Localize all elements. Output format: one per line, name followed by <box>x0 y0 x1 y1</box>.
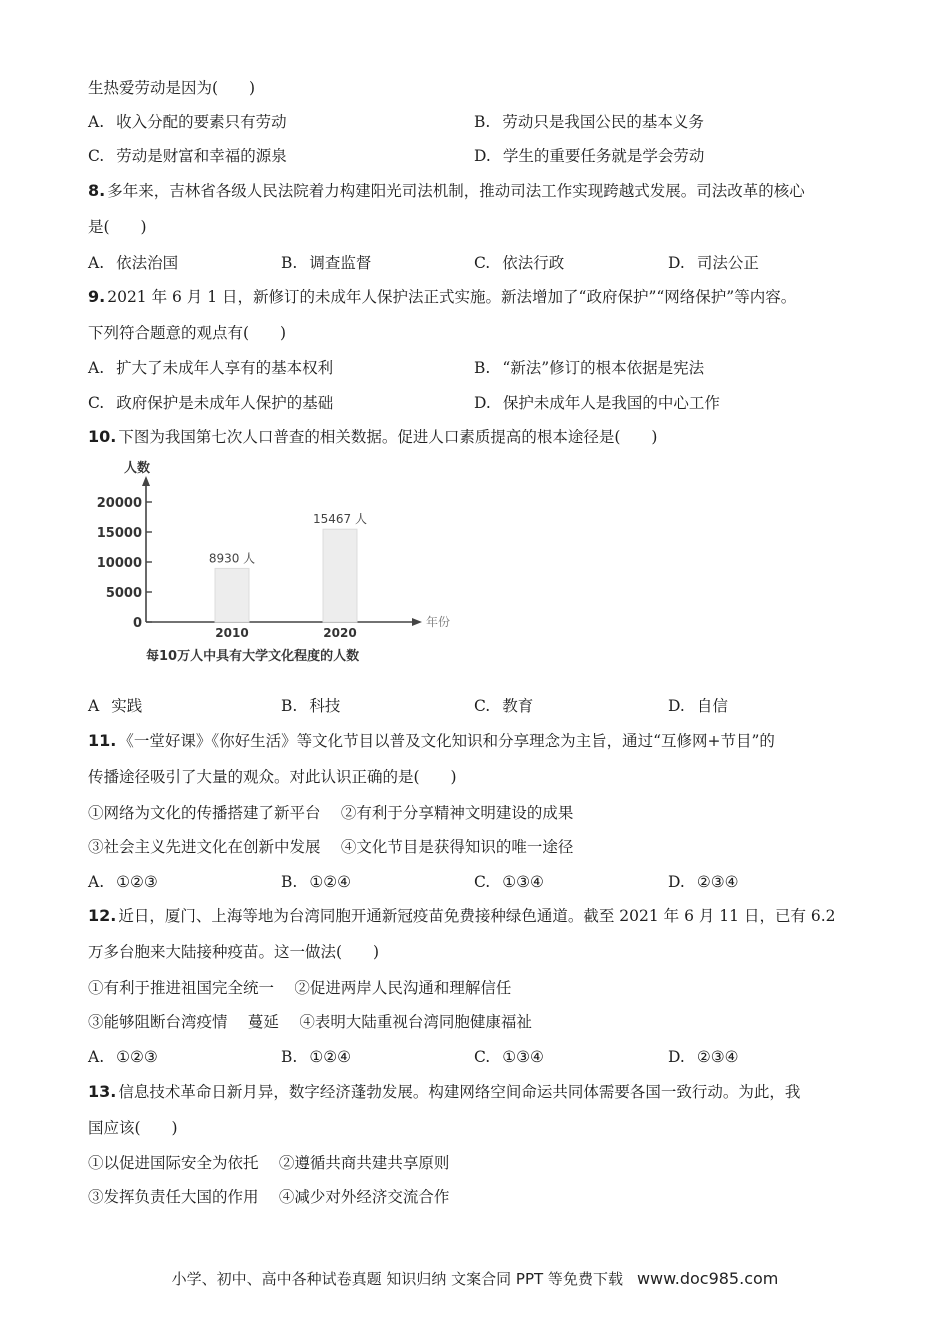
question-11-stem: 11. 《一堂好课》《你好生活》等文化节目以普及文化知识和分享理念为主旨，通过“互修网+节目”的 <box>88 731 775 750</box>
x-axis-label: 年份 <box>426 615 451 629</box>
y-tick-label: 5000 <box>105 586 142 601</box>
chart-caption: 每10万人中具有大学文化程度的人数 <box>146 649 360 664</box>
x-category-label: 2010 <box>215 626 249 640</box>
q9-option-d[interactable]: D. 保护未成年人是我国的中心工作 <box>474 394 720 412</box>
y-axis-label: 人数 <box>124 461 151 476</box>
q12-option-c[interactable]: C. ①③④ <box>474 1048 544 1066</box>
question-9-number: 9. <box>88 287 106 306</box>
footer-url-link[interactable]: www.doc985.com <box>636 1269 779 1288</box>
y-tick-label: 0 <box>132 616 142 631</box>
q8-option-d[interactable]: D. 司法公正 <box>668 254 759 272</box>
population-bar-chart <box>88 452 468 682</box>
q12-statements-2: ③能够阻断台湾疫情 蔓延 ④表明大陆重视台湾同胞健康福祉 <box>88 1013 532 1031</box>
q13-statements-1: ①以促进国际安全为依托 ②遵循共商共建共享原则 <box>88 1154 450 1172</box>
q7-option-d[interactable]: D. 学生的重要任务就是学会劳动 <box>474 147 705 165</box>
question-9-stem-cont: 下列符合题意的观点有( ) <box>88 324 287 342</box>
x-category-label: 2020 <box>323 626 357 640</box>
question-8-stem: 8. 多年来，吉林省各级人民法院着力构建阳光司法机制，推动司法工作实现跨越式发展。司法改革的核心 <box>88 181 805 200</box>
q12-option-a[interactable]: A. ①②③ <box>88 1048 158 1066</box>
bar-data-label: 15467 人 <box>313 512 367 527</box>
q9-option-a[interactable]: A. 扩大了未成年人享有的基本权利 <box>88 359 334 377</box>
x-axis-arrow <box>412 618 422 626</box>
question-12-stem-cont: 万多台胞来大陆接种疫苗。这一做法( ) <box>88 943 380 961</box>
q10-option-a[interactable]: A 实践 <box>88 697 143 715</box>
bar-2010 <box>215 568 249 622</box>
q11-statements-2: ③社会主义先进文化在创新中发展 ④文化节目是获得知识的唯一途径 <box>88 838 574 856</box>
y-tick-label: 10000 <box>96 556 142 571</box>
q10-option-b[interactable]: B. 科技 <box>281 697 341 715</box>
q13-statements-2: ③发挥负责任大国的作用 ④减少对外经济交流合作 <box>88 1188 450 1206</box>
question-13-number: 13. <box>88 1082 117 1101</box>
q12-option-b[interactable]: B. ①②④ <box>281 1048 352 1066</box>
question-9-stem: 9. 2021 年 6 月 1 日，新修订的未成年人保护法正式实施。新法增加了“政府保护”“网络保护”等内容。 <box>88 287 797 306</box>
q11-option-c[interactable]: C. ①③④ <box>474 873 544 891</box>
question-8-number: 8. <box>88 181 106 200</box>
q12-option-d[interactable]: D. ②③④ <box>668 1048 739 1066</box>
q10-option-c[interactable]: C. 教育 <box>474 697 534 715</box>
footer-text: 小学、初中、高中各种试卷真题 知识归纳 文案合同 PPT 等免费下载 <box>171 1270 623 1288</box>
q11-option-a[interactable]: A. ①②③ <box>88 873 158 891</box>
question-10-stem: 10. 下图为我国第七次人口普查的相关数据。促进人口素质提高的根本途径是( ) <box>88 427 658 446</box>
y-tick-label: 20000 <box>96 496 142 511</box>
question-12-stem: 12. 近日，厦门、上海等地为台湾同胞开通新冠疫苗免费接种绿色通道。截至 2021 年 6 月 11 日，已有 6.2 <box>88 906 836 925</box>
question-10-number: 10. <box>88 427 117 446</box>
question-13-stem: 13. 信息技术革命日新月异，数字经济蓬勃发展。构建网络空间命运共同体需要各国一致行动。为此，我 <box>88 1082 801 1101</box>
y-tick-label: 15000 <box>96 526 142 541</box>
q11-option-d[interactable]: D. ②③④ <box>668 873 739 891</box>
q8-option-c[interactable]: C. 依法行政 <box>474 254 565 272</box>
q8-option-a[interactable]: A. 依法治国 <box>88 254 179 272</box>
q11-statements-1: ①网络为文化的传播搭建了新平台 ②有利于分享精神文明建设的成果 <box>88 804 574 822</box>
question-11-stem-cont: 传播途径吸引了大量的观众。对此认识正确的是( ) <box>88 768 457 786</box>
q9-option-b[interactable]: B. “新法”修订的根本依据是宪法 <box>474 359 705 377</box>
bar-2020 <box>323 529 357 622</box>
q10-option-d[interactable]: D. 自信 <box>668 697 728 715</box>
y-axis-arrow <box>142 476 150 486</box>
q7-option-b[interactable]: B. 劳动只是我国公民的基本义务 <box>474 113 704 131</box>
q7-option-c[interactable]: C. 劳动是财富和幸福的源泉 <box>88 147 287 165</box>
bar-data-label: 8930 人 <box>208 551 256 566</box>
question-7-tail: 生热爱劳动是因为( ) <box>88 79 256 97</box>
page-footer <box>0 1268 950 1289</box>
q7-option-a[interactable]: A. 收入分配的要素只有劳动 <box>88 113 287 131</box>
question-12-number: 12. <box>88 906 117 925</box>
q9-option-c[interactable]: C. 政府保护是未成年人保护的基础 <box>88 394 334 412</box>
q11-option-b[interactable]: B. ①②④ <box>281 873 352 891</box>
question-8-stem-cont: 是( ) <box>88 218 147 236</box>
question-13-stem-cont: 国应该( ) <box>88 1119 178 1137</box>
q8-option-b[interactable]: B. 调查监督 <box>281 254 372 272</box>
question-11-number: 11. <box>88 731 117 750</box>
q12-statements-1: ①有利于推进祖国完全统一 ②促进两岸人民沟通和理解信任 <box>88 979 512 997</box>
